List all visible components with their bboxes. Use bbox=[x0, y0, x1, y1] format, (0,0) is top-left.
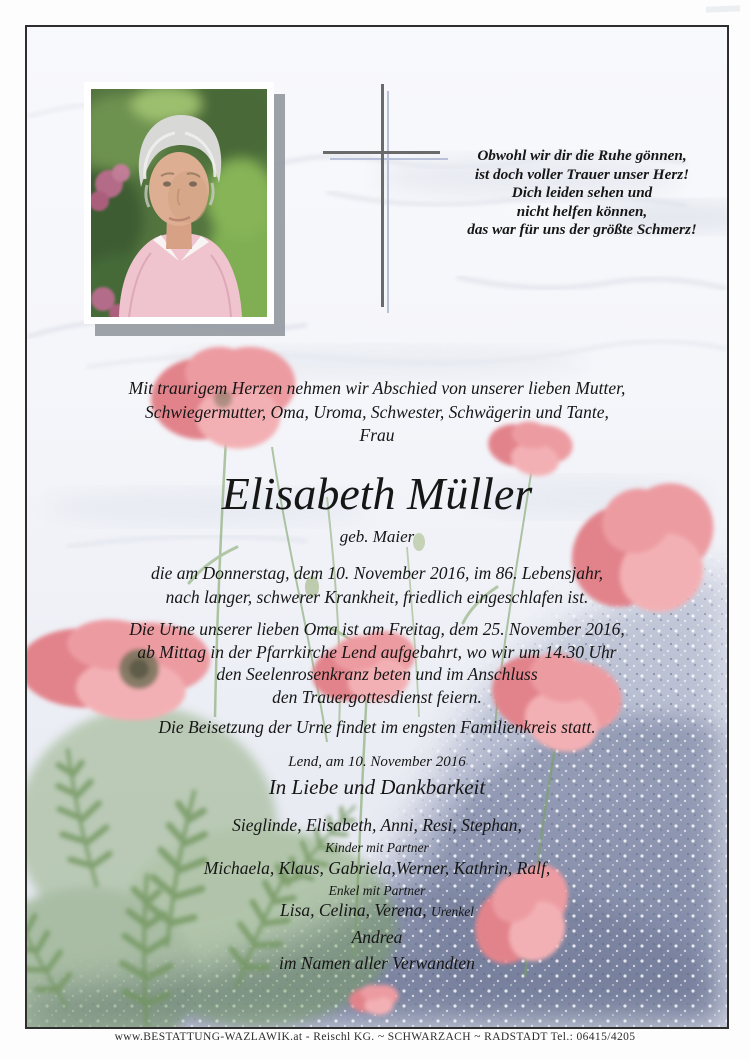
intro-line: Schwiegermutter, Oma, Uroma, Schwester, Schwägerin und Tante, bbox=[145, 401, 609, 422]
family-children: Sieglinde, Elisabeth, Anni, Resi, Stephan, bbox=[232, 815, 522, 835]
family-member-andrea: Andrea bbox=[351, 927, 403, 947]
poem-line: nicht helfen können, bbox=[516, 202, 648, 220]
poem-line: Obwohl wir dir die Ruhe gönnen, bbox=[477, 147, 687, 164]
closing-line: In Liebe und Dankbarkeit bbox=[268, 775, 486, 799]
poem-line: das war für uns der größte Schmerz! bbox=[467, 221, 697, 239]
announcement-intro bbox=[27, 377, 727, 448]
urn-line: den Seelenrosenkranz beten und im Anschluss bbox=[216, 664, 538, 684]
deceased-name: Elisabeth Müller bbox=[221, 468, 533, 519]
urn-line: ab Mittag in der Pfarrkirche Lend aufgebahrt, wo wir um 14.30 Uhr bbox=[137, 641, 617, 662]
funeral-home-footer: www.BESTATTUNG-WAZLAWIK.at - Reischl KG. ~ SCHWARZACH ~ RADSTADT Tel.: 06415/4205 bbox=[114, 1031, 636, 1043]
urn-line: Die Urne unserer lieben Oma ist am Freitag, dem 25. November 2016, bbox=[129, 619, 625, 639]
intro-line: Frau bbox=[359, 425, 395, 445]
poem-line: Dich leiden sehen und bbox=[511, 184, 653, 202]
death-line: nach langer, schwerer Krankheit, friedlich eingeschlafen ist. bbox=[165, 586, 589, 607]
portrait-illustration bbox=[91, 89, 267, 317]
family-grandchildren: Michaela, Klaus, Gabriela,Werner, Kathrin, Ralf, bbox=[203, 858, 551, 878]
maiden-name: geb. Maier bbox=[339, 527, 415, 546]
great-grandchildren-role: Urenkel bbox=[431, 904, 474, 919]
portrait-photo bbox=[84, 82, 274, 324]
family-children-role: Kinder mit Partner bbox=[325, 840, 429, 855]
death-notice bbox=[27, 562, 727, 609]
cross-vertical-bar bbox=[381, 84, 384, 307]
scan-artifact bbox=[706, 5, 740, 12]
dateline: Lend, am 10. November 2016 bbox=[288, 754, 466, 770]
family-grandchildren-role: Enkel mit Partner bbox=[328, 883, 426, 898]
cross-shadow-vertical bbox=[387, 91, 389, 313]
burial-notice: Die Beisetzung der Urne findet im engsten Familienkreis statt. bbox=[158, 717, 596, 737]
urn-line: den Trauergottesdienst feiern. bbox=[272, 686, 482, 707]
cross-horizontal-bar bbox=[323, 151, 440, 154]
mourning-poem bbox=[427, 147, 729, 240]
poem-line: ist doch voller Trauer unser Herz! bbox=[474, 165, 690, 183]
family-relatives-line: im Namen aller Verwandten bbox=[279, 953, 475, 973]
urn-service-notice bbox=[27, 618, 727, 708]
family-great-grandchildren bbox=[27, 900, 727, 921]
great-grandchildren-names: Lisa, Celina, Verena, bbox=[280, 900, 427, 920]
intro-line: Mit traurigem Herzen nehmen wir Abschied von unserer lieben Mutter, bbox=[128, 378, 626, 398]
memorial-card bbox=[25, 25, 729, 1029]
death-line: die am Donnerstag, dem 10. November 2016, im 86. Lebensjahr, bbox=[150, 563, 604, 583]
